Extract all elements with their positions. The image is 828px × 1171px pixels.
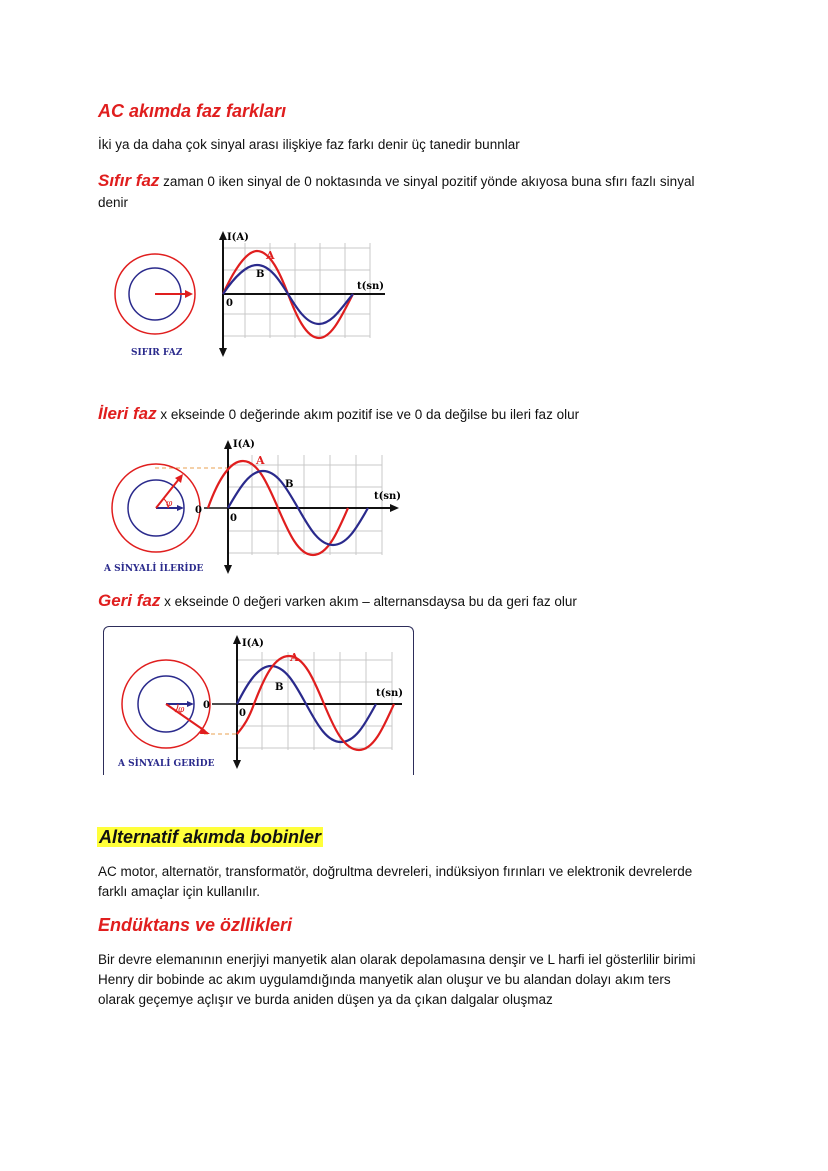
figure-caption: A SİNYALİ İLERİDE bbox=[104, 564, 204, 574]
zero-phase-figure bbox=[105, 228, 405, 363]
grid bbox=[237, 652, 392, 750]
lag-phase-term: Geri faz bbox=[98, 591, 161, 610]
inductance-heading: Endüktans ve özllikleri bbox=[98, 915, 293, 935]
coils-text-line2: farklı amaçlar için kullanılır. bbox=[98, 884, 261, 899]
circle-origin-label: 0 bbox=[203, 700, 210, 711]
origin-label: 0 bbox=[230, 513, 237, 524]
label-b: B bbox=[256, 269, 265, 280]
label-b: B bbox=[275, 682, 284, 693]
zero-phase-text-cont: denir bbox=[98, 195, 129, 210]
intro-text: İki ya da daha çok sinyal arası ilişkiye faz farkı denir üç tanedir bunnlar bbox=[98, 137, 520, 152]
origin-label: 0 bbox=[239, 708, 246, 719]
grid bbox=[228, 455, 382, 555]
y-axis-label: I(A) bbox=[233, 439, 255, 450]
coils-text-line1: AC motor, alternatör, transformatör, doğrultma devreleri, indüksiyon fırınları ve elektronik devrelerde bbox=[98, 864, 693, 879]
zero-phase-paragraph bbox=[98, 171, 694, 192]
lag-phase-paragraph bbox=[98, 591, 577, 612]
y-axis-label: I(A) bbox=[227, 232, 249, 243]
lag-phase-text: x ekseinde 0 değeri varken akım – alternansdaysa bu da geri faz olur bbox=[160, 594, 577, 609]
page-title: AC akımda faz farkları bbox=[98, 101, 287, 121]
lead-phase-paragraph bbox=[98, 404, 579, 425]
zero-phase-text: zaman 0 iken sinyal de 0 noktasında ve sinyal pozitif yönde akıyosa buna sfırı fazlı sinyal bbox=[159, 174, 695, 189]
label-b: B bbox=[285, 479, 294, 490]
lead-phase-text: x ekseinde 0 değerinde akım pozitif ise ve 0 da değilse bu ileri faz olur bbox=[156, 407, 580, 422]
coils-heading-text: Alternatif akımda bobinler bbox=[99, 827, 322, 847]
phasor-arrow bbox=[166, 704, 205, 731]
phi-label: φ bbox=[166, 499, 173, 509]
phi-label: φ bbox=[178, 705, 185, 715]
label-a: A bbox=[266, 249, 275, 262]
y-axis-label: I(A) bbox=[242, 638, 264, 649]
circle-origin-label: 0 bbox=[195, 505, 202, 516]
inductance-text-line1: Bir devre elemanının enerjiyi manyetik alan olarak depolamasına denşir ve L harfi iel gösterlilir birimi bbox=[98, 952, 696, 967]
zero-phase-term: Sıfır faz bbox=[98, 171, 160, 190]
label-a: A bbox=[256, 454, 265, 467]
lag-phase-figure bbox=[104, 630, 410, 774]
x-axis-label: t(sn) bbox=[374, 491, 401, 502]
origin-label: 0 bbox=[226, 298, 233, 309]
lead-phase-figure bbox=[100, 435, 410, 578]
lead-phase-term: İleri faz bbox=[98, 404, 157, 423]
figure-caption: A SİNYALİ GERİDE bbox=[118, 759, 215, 769]
inductance-text-line3: olarak geçemye açlışır ve burda aniden düşen ya da çıkan dalgalar oluşmaz bbox=[98, 992, 553, 1007]
x-axis-label: t(sn) bbox=[376, 688, 403, 699]
figure-caption: SIFIR FAZ bbox=[131, 348, 183, 358]
label-a: A bbox=[290, 651, 299, 664]
x-axis-label: t(sn) bbox=[357, 281, 384, 292]
coils-heading bbox=[97, 827, 323, 848]
inductance-text-line2: Henry dir bobinde ac akım uygulamdığında manyetik alan oluşur ve bu alandan dolayı akım ters bbox=[98, 972, 671, 987]
